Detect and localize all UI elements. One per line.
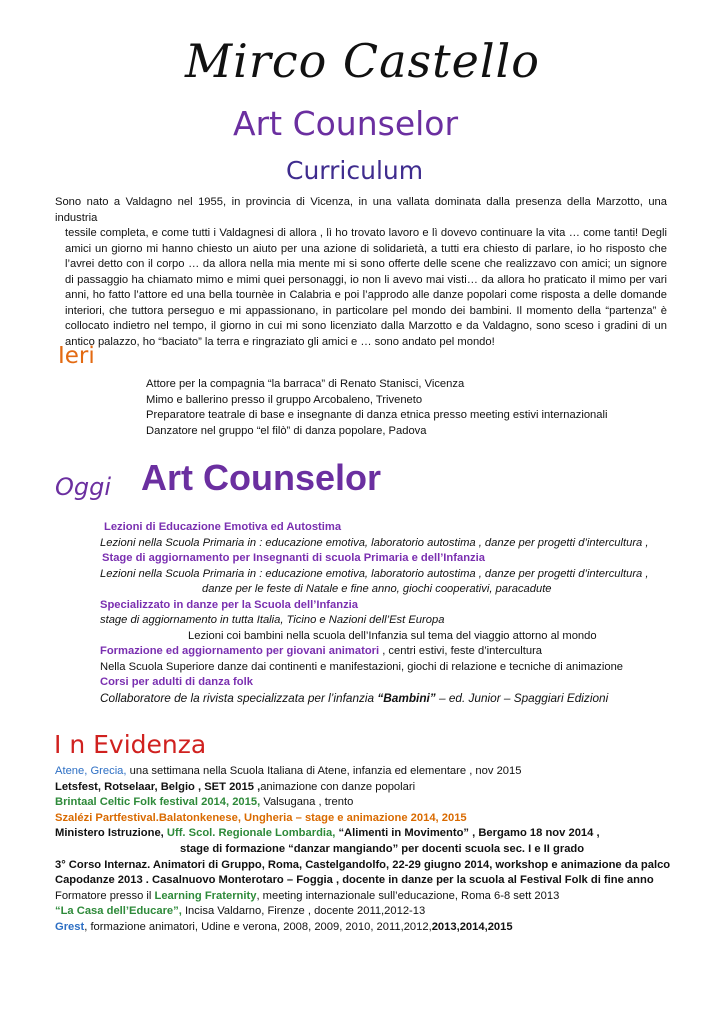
ieri-item: Danzatore nel gruppo “el filò” di danza popolare, Padova [146,424,427,437]
evidenza-text: Formatore presso il [55,889,155,902]
intro-first-line: Sono nato a Valdagno nel 1955, in provincia di Vicenza, in una vallata dominata dalla presenza della Marzotto, una industria [55,196,667,224]
evidenza-item [55,920,675,936]
evidenza-text: animazione con danze popolari [260,780,416,793]
evidenza-item: Capodanze 2013 . Casalnuovo Monterotaro – Foggia , docente in danze per la scuola al Festival Folk di fine anno [55,874,654,887]
evidenza-event: Learning Fraternity [154,889,257,902]
evidenza-event: Ministero Istruzione, [55,827,167,840]
evidenza-text: una settimana nella Scuola Italiana di Atene, infanzia ed elementare , nov 2015 [126,765,522,777]
evidenza-event: Grest [55,920,85,933]
evidenza-item [55,826,675,842]
evidenza-item [55,795,675,811]
evidenza-item [55,780,675,796]
oggi-text: , centri estivi, feste d’intercultura [379,645,543,657]
magazine-title: “Bambini” [377,690,436,705]
evidenza-list [55,764,675,936]
ieri-list [146,377,607,439]
evidenza-text: , meeting internazionale sull’educazione, Roma 6-8 sett 2013 [256,889,560,902]
heading-evidenza: I n Evidenza [54,730,207,759]
oggi-heading-infanzia: Specializzato in danze per la Scuola dell’Infanzia [100,598,359,611]
heading-art-counselor: Art Counselor [141,457,382,498]
ieri-item: Preparatore teatrale di base e insegnante di danza etnica presso meeting estivi internazionali [146,409,608,421]
evidenza-event: Letsfest, Rotselaar, Belgio [55,780,195,793]
evidenza-text: “Alimenti in Movimento” , Bergamo 18 nov 2014 , [335,827,600,840]
evidenza-item: stage di formazione “danzar mangiando” per docenti scuola sec. I e II grado [180,842,585,855]
oggi-text: Nella Scuola Superiore danze dai continenti e manifestazioni, giochi di relazione e tecniche di animazione [100,660,624,673]
evidenza-place: Atene, Grecia, [55,765,127,777]
oggi-heading-stage: Stage di aggiornamento per Insegnanti di scuola Primaria e dell’Infanzia [102,552,485,564]
subtitle: Art Counselor [233,104,459,143]
evidenza-item [55,764,675,780]
evidenza-item: 3° Corso Internaz. Animatori di Gruppo, Roma, Castelgandolfo, 22-29 giugno 2014, workshop e animazione da palco [55,858,671,871]
ieri-item: Mimo e ballerino presso il gruppo Arcobaleno, Triveneto [146,393,423,406]
evidenza-item [55,904,675,920]
oggi-text: stage di aggiornamento in tutta Italia, Ticino e Nazioni dell’Est Europa [100,614,445,626]
oggi-text: Lezioni nella Scuola Primaria in : educazione emotiva, laboratorio autostima , danze per progetti d’intercultura , [100,536,649,549]
oggi-text: – ed. Junior – Spaggiari Edizioni [435,690,609,705]
oggi-list [100,520,660,706]
evidenza-event: Brintaal Celtic Folk festival 2014, 2015, [55,796,261,809]
oggi-heading-corsi: Corsi per adulti di danza folk [100,676,253,688]
author-name: Mirco Castello [185,34,540,88]
oggi-heading-emotiva: Lezioni di Educazione Emotiva ed Autostima [104,521,342,533]
oggi-text: danze per le feste di Natale e fine anno, giochi cooperativi, paracadute [202,583,552,595]
intro-paragraph [55,195,667,350]
evidenza-text: Incisa Valdarno, Firenze , docente 2011,2012-13 [181,905,426,918]
evidenza-item: Szalézi Partfestival.Balatonkenese, Ungheria – stage e animazione 2014, 2015 [55,811,467,824]
oggi-formazione-line [100,644,660,660]
oggi-text: Lezioni coi bambini nella scuola dell’Infanzia sul tema del viaggio attorno al mondo [188,629,597,642]
evidenza-event: “La Casa dell’Educare”, [55,905,182,918]
oggi-text: Lezioni nella Scuola Primaria in : educazione emotiva, laboratorio autostima , danze per progetti d’intercultura , [100,567,649,580]
evidenza-item [55,889,675,905]
oggi-text: Collaboratore de la rivista specializzata per l’infanzia [100,690,378,705]
evidenza-date: , SET 2015 , [194,780,261,793]
ieri-item: Attore per la compagnia “la barraca” di Renato Stanisci, Vicenza [146,378,465,390]
intro-body: tessile completa, e come tutti i Valdagnesi di allora , lì ho trovato lavoro e lì dovevo continuare la vita … come tanti! Degli amici un giorno mi hanno chiesto un aiuto per una azione di solidarietà, a tutti era chiesto di parlare, io ho risposto che l’avrei detto con il corpo … da allora nella mia mente mi si sono offerte delle scene che realizzavo con amici; un signore di passaggio ha chiamato mimo e mimi quei personaggi, io non li avevo mai visti… da allora ho praticato il mimo per vari anni, ho fatto l’attore ed una bella tournèe in Calabria e poi l’approdo alle danze popolari come risposta a delle domande interiori, che tuttora perseguo e mi appassionano, in particolare pel mondo dei bambini. Il momento della “partenza” è collocato indietro nel tempo, il giorno in cui mi sono licenziato dalla Marzotto e da Valdagno, sono sceso i gradini di un antico palazzo, ho “baciato” la terra e ringraziato gli amici e … sono andato pel mondo! [65,227,667,348]
heading-ieri: Ieri [58,343,95,369]
oggi-collaborazione-line [100,691,660,707]
evidenza-text: Valsugana , trento [260,796,354,809]
oggi-heading-formazione: Formazione ed aggiornamento per giovani animatori [100,645,380,657]
evidenza-office: Uff. Scol. Regionale Lombardia, [166,827,336,840]
heading-oggi: Oggi [55,473,112,501]
evidenza-years: 2013,2014,2015 [431,920,513,933]
evidenza-text: , formazione animatori, Udine e verona, 2008, 2009, 2010, 2011,2012, [84,920,432,933]
section-title-curriculum: Curriculum [286,156,424,185]
